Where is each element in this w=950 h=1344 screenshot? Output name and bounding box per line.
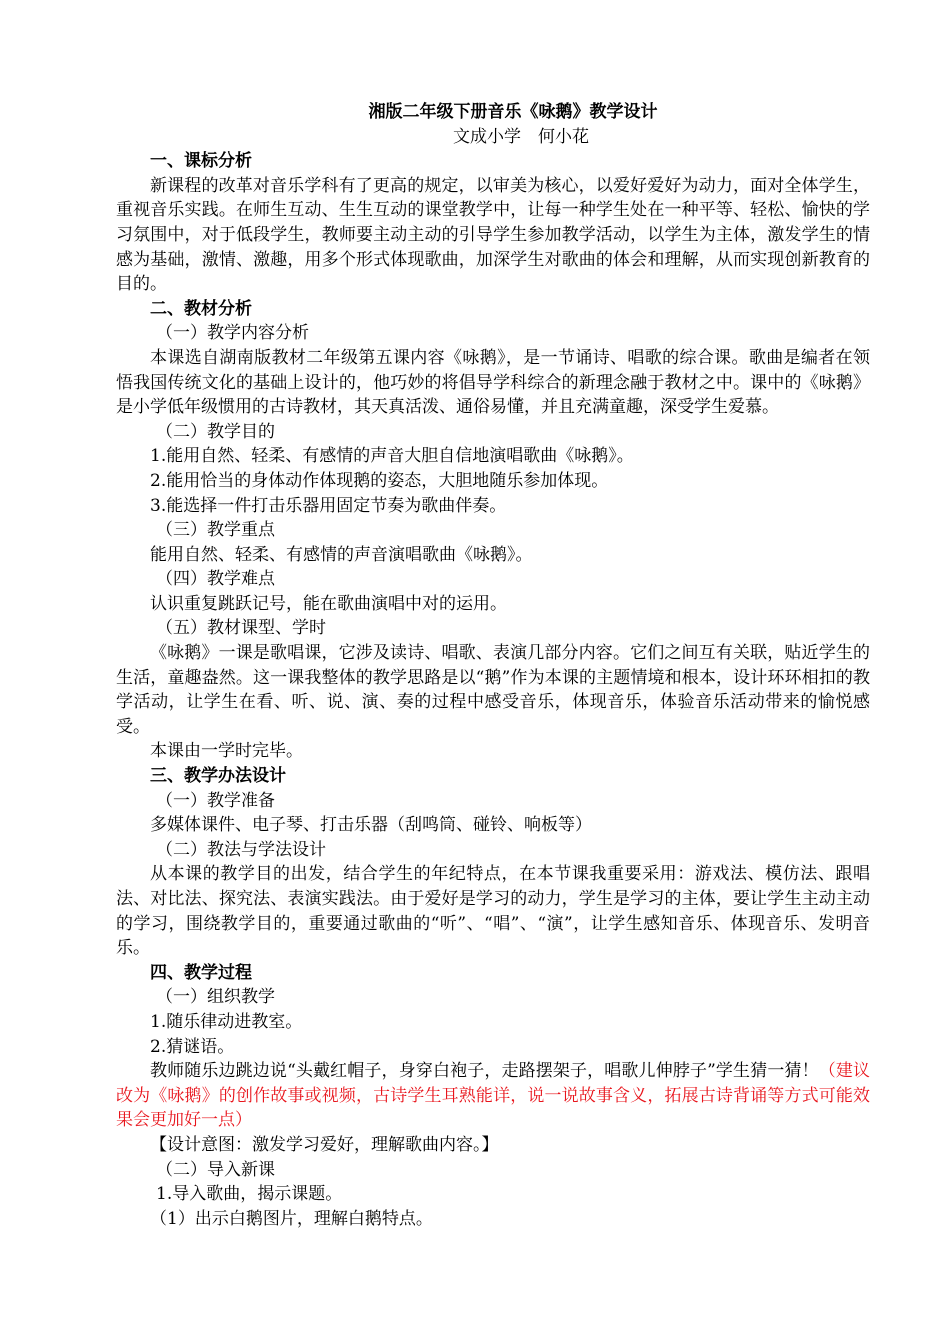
list-item: 1.随乐律动进教室。 xyxy=(150,1011,303,1032)
section-heading: 三、教学办法设计 xyxy=(150,766,286,787)
list-item: 1.导入歌曲，揭示课题。 xyxy=(156,1184,343,1205)
paragraph: 本课由一学时完毕。 xyxy=(150,741,303,762)
section-heading: 二、教材分析 xyxy=(150,298,252,319)
subsection-heading: （二）教法与学法设计 xyxy=(156,839,326,860)
list-item: 2.猜谜语。 xyxy=(150,1036,235,1057)
subsection-heading: （四）教学难点 xyxy=(156,569,275,590)
document-title: 湘版二年级下册音乐《咏鹅》教学设计 xyxy=(368,102,658,122)
document-author: 文成小学 何小花 xyxy=(453,126,589,147)
subsection-heading: （五）教材课型、学时 xyxy=(156,618,326,639)
list-item: 2.能用恰当的身体动作体现鹅的姿态，大胆地随乐参加体现。 xyxy=(150,470,609,491)
list-item: 3.能选择一件打击乐器用固定节奏为歌曲伴奏。 xyxy=(150,495,507,516)
paragraph-text: 教师随乐边跳边说“头戴红帽子，身穿白袍子，走路摆架子，唱歌儿伸脖子”学生猜一猜！ xyxy=(150,1061,819,1082)
subsection-heading: （二）教学目的 xyxy=(156,421,275,442)
paragraph-with-comment xyxy=(116,1059,870,1133)
paragraph: 认识重复跳跃记号，能在歌曲演唱中对的运用。 xyxy=(150,593,507,614)
paragraph: 新课程的改革对音乐学科有了更高的规定，以审美为核心，以爱好爱好为动力，面对全体学生，重视音乐实践。在师生互动、生生互动的课堂教学中，让每一种学生处在一种平等、轻松、愉快的学习氛围中，对于低段学生，教师要主动主动的引导学生参加教学活动，以学生为主体，激发学生的情感为基础，激情、激趣，用多个形式体现歌曲，加深学生对歌曲的体会和理解，从而实现创新教育的目的。 xyxy=(116,175,870,295)
paragraph: 多媒体课件、电子琴、打击乐器（刮鸣筒、碰铃、响板等） xyxy=(150,815,592,836)
subsection-heading: （一）组织教学 xyxy=(156,987,275,1008)
section-heading: 四、教学过程 xyxy=(150,962,252,983)
paragraph: 《咏鹅》一课是歌唱课，它涉及读诗、唱歌、表演几部分内容。它们之间互有关联，贴近学生的生活，童趣盎然。这一课我整体的教学思路是以“鹅”作为本课的主题情境和根本，设计环环相扣的教学活动，让学生在看、听、说、演、奏的过程中感受音乐，体现音乐，体验音乐活动带来的愉悦感受。 xyxy=(116,643,870,737)
list-item: 1.能用自然、轻柔、有感情的声音大胆自信地演唱歌曲《咏鹅》。 xyxy=(150,446,634,467)
subsection-heading: （一）教学内容分析 xyxy=(156,323,309,344)
document-body xyxy=(116,100,870,1231)
subsection-heading: （一）教学准备 xyxy=(156,790,275,811)
review-comment: （建议改为《咏鹅》的创作故事或视频，古诗学生耳熟能详，说一说故事含义，拓展古诗背诵等方式可能效果会更加好一点） xyxy=(116,1061,871,1131)
paragraph: 从本课的教学目的出发，结合学生的年纪特点，在本节课我重要采用：游戏法、模仿法、跟唱法、对比法、探究法、表演实践法。由于爱好是学习的动力，学生是学习的主体，要让学生主动主动的学习，围绕教学目的，重要通过歌曲的“听”、“唱”、“演”，让学生感知音乐、体现音乐、发明音乐。 xyxy=(116,864,870,959)
list-item: （1）出示白鹅图片，理解白鹅特点。 xyxy=(150,1208,433,1229)
design-intent: 【设计意图：激发学习爱好，理解歌曲内容。】 xyxy=(150,1134,499,1155)
paragraph: 本课选自湖南版教材二年级第五课内容《咏鹅》，是一节诵诗、唱歌的综合课。歌曲是编者在领悟我国传统文化的基础上设计的，他巧妙的将倡导学科综合的新理念融于教材之中。课中的《咏鹅》是小学低年级惯用的古诗教材，其天真活泼、通俗易懂，并且充满童趣，深受学生爱慕。 xyxy=(116,347,870,418)
subsection-heading: （三）教学重点 xyxy=(156,520,275,541)
section-heading: 一、课标分析 xyxy=(150,151,252,172)
subsection-heading: （二）导入新课 xyxy=(156,1159,275,1180)
paragraph: 能用自然、轻柔、有感情的声音演唱歌曲《咏鹅》。 xyxy=(150,544,533,565)
